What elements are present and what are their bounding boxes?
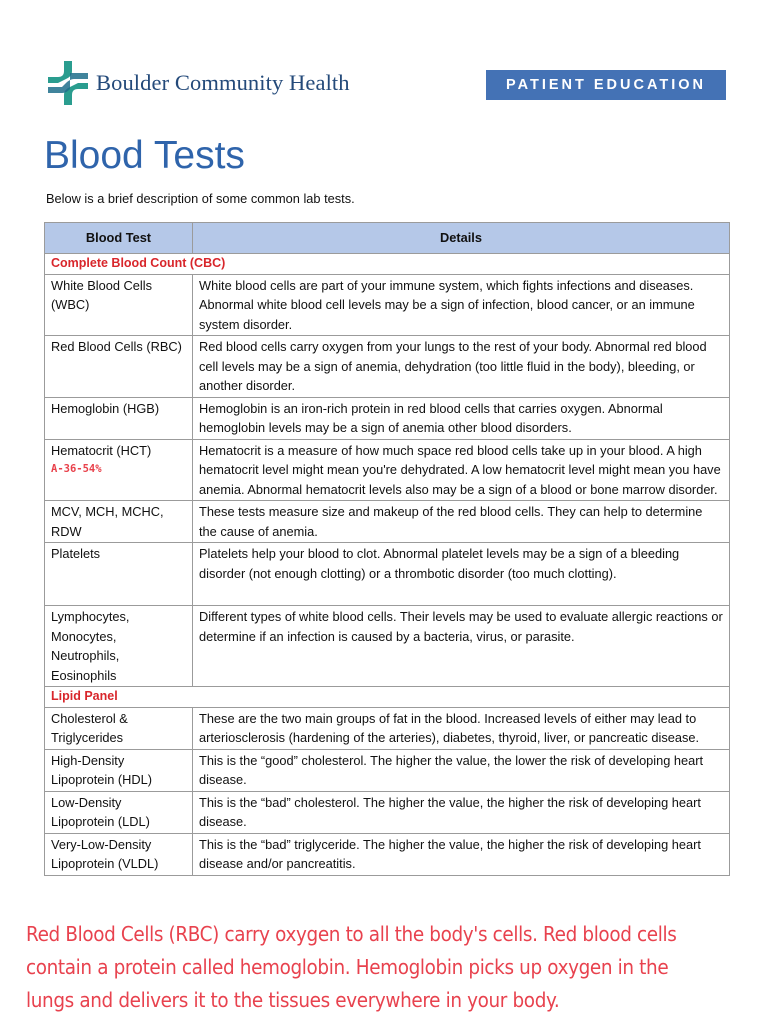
test-details: These are the two main groups of fat in the blood. Increased levels of either may lead to arteriosclerosis (hardening of the arteries), diabetes, thyroid, liver, or pancreatic disease. (193, 707, 730, 749)
table-row (45, 833, 730, 875)
handwritten-rbc-note: Red Blood Cells (RBC) carry oxygen to all the body's cells. Red blood cells contain a protein called hemoglobin. Hemoglobin picks up oxygen in the lungs and delivers it to the tissues everywhere in your body. (26, 922, 677, 1012)
test-name: White Blood Cells (WBC) (45, 274, 193, 336)
section-row (45, 687, 730, 708)
test-name: Lymphocytes, Monocytes, Neutrophils, Eosinophils (45, 606, 193, 687)
test-name: Hemoglobin (HGB) (45, 397, 193, 439)
test-details: Red blood cells carry oxygen from your lungs to the rest of your body. Abnormal red blood cell levels may be a sign of anemia, dehydration (too little fluid in the body), bleeding, or another disorder. (193, 336, 730, 398)
blood-test-table (44, 222, 730, 876)
table-row (45, 791, 730, 833)
table-row (45, 707, 730, 749)
header-details: Details (193, 223, 730, 254)
org-name: Boulder Community Health (96, 70, 350, 95)
page-title: Blood Tests (44, 134, 245, 177)
table-row (45, 543, 730, 606)
test-details: This is the “good” cholesterol. The higher the value, the lower the risk of developing heart disease. (193, 749, 730, 791)
test-details: Platelets help your blood to clot. Abnormal platelet levels may be a sign of a bleeding disorder (not enough clotting) or a thrombotic disorder (too much clotting). (193, 543, 730, 606)
test-details: This is the “bad” triglyceride. The higher the value, the higher the risk of developing heart disease and/or pancreatitis. (193, 833, 730, 875)
handwritten-range-note: A-36-54% (51, 463, 102, 475)
test-details: These tests measure size and makeup of the red blood cells. They can help to determine the cause of anemia. (193, 501, 730, 543)
test-details: This is the “bad” cholesterol. The higher the value, the higher the risk of developing heart disease. (193, 791, 730, 833)
section-title-cbc: Complete Blood Count (CBC) (45, 254, 730, 275)
test-name: Hematocrit (HCT) (51, 442, 152, 458)
test-details: Hemoglobin is an iron-rich protein in red blood cells that carries oxygen. Abnormal hemoglobin levels may be a sign of anemia other blood disorders. (193, 397, 730, 439)
table-row (45, 336, 730, 398)
test-name: Low-Density Lipoprotein (LDL) (45, 791, 193, 833)
test-name-cell (45, 439, 193, 501)
intro-text: Below is a brief description of some common lab tests. (46, 191, 355, 206)
section-row (45, 254, 730, 275)
test-name: Platelets (45, 543, 193, 606)
section-title-lipid: Lipid Panel (45, 687, 730, 708)
header-blood-test: Blood Test (45, 223, 193, 254)
table-row (45, 439, 730, 501)
table-row (45, 749, 730, 791)
table-header-row (45, 223, 730, 254)
table-row (45, 501, 730, 543)
org-logo (44, 58, 364, 108)
test-name: MCV, MCH, MCHC, RDW (45, 501, 193, 543)
test-name: Red Blood Cells (RBC) (45, 336, 193, 398)
test-details: Different types of white blood cells. Their levels may be used to evaluate allergic reactions or determine if an infection is caused by a bacteria, virus, or parasite. (193, 606, 730, 687)
test-name: High-Density Lipoprotein (HDL) (45, 749, 193, 791)
test-details: Hematocrit is a measure of how much space red blood cells take up in your blood. A high hematocrit level might mean you're dehydrated. A low hematocrit level might mean you have anemia. Abnormal hematocrit levels also may be a sign of a blood or bone marrow disorder. (193, 439, 730, 501)
table-row (45, 274, 730, 336)
bch-cross-logo-icon (44, 59, 92, 107)
patient-education-banner: PATIENT EDUCATION (486, 70, 726, 100)
table-row (45, 397, 730, 439)
test-name: Very-Low-Density Lipoprotein (VLDL) (45, 833, 193, 875)
test-details: White blood cells are part of your immune system, which fights infections and diseases. Abnormal white blood cell levels may be a sign of infection, blood cancer, or an immune system disorder. (193, 274, 730, 336)
test-name: Cholesterol & Triglycerides (45, 707, 193, 749)
table-row (45, 606, 730, 687)
